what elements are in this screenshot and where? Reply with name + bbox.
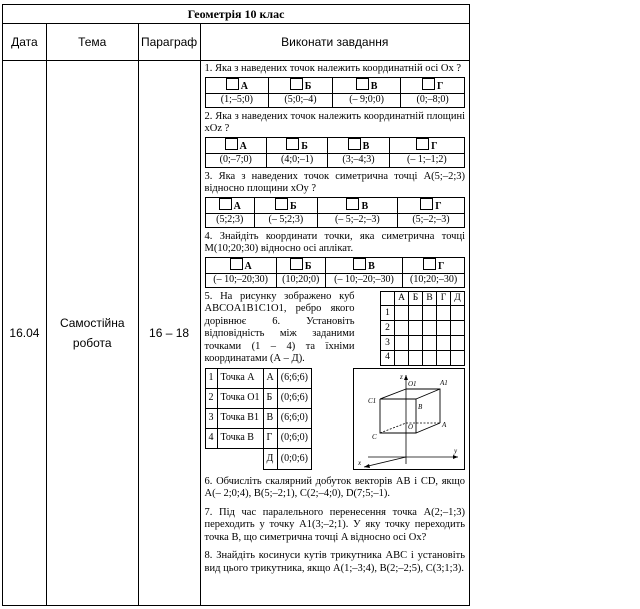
question-1: 1. Яка з наведених точок належить координатній осі Ox ? bbox=[204, 63, 462, 74]
label-c: C bbox=[372, 432, 377, 441]
checkbox[interactable] bbox=[422, 78, 435, 90]
question-4: 4. Знайдіть координати точки, яка симетрична точці M(10;20;30) відносно осі аплікат. bbox=[204, 230, 465, 254]
row-topic bbox=[46, 61, 138, 606]
checkbox[interactable] bbox=[356, 78, 369, 90]
question-8: 8. Знайдіть косинуси кутів трикутника ABC і установіть вид цього трикутника, якщо A(1;–3;4), B(2;–2;5), C(3;1;3). bbox=[204, 550, 465, 574]
option-value: (0;–8;0) bbox=[401, 94, 465, 108]
topic-line-2: робота bbox=[72, 336, 112, 350]
option-value: (– 5;–2;–3) bbox=[317, 214, 397, 228]
option-value: (1;–5;0) bbox=[205, 94, 269, 108]
option-value: (– 10;–20;30) bbox=[205, 274, 276, 288]
cube-figure bbox=[353, 368, 465, 470]
checkbox[interactable] bbox=[290, 78, 303, 90]
question-6: 6. Обчисліть скалярний добуток векторів AB і CD, якщо A(– 2;0;4), B(5;–2;1), C(2;–4;0), D(7;5;–1). bbox=[204, 475, 465, 499]
label-b: B bbox=[418, 402, 423, 411]
question-2: 2. Яка з наведених точок належить координатній площині xOz ? bbox=[204, 110, 465, 134]
checkbox[interactable] bbox=[348, 138, 361, 150]
checkbox[interactable] bbox=[219, 198, 232, 210]
checkbox[interactable] bbox=[423, 258, 436, 270]
label-z: z bbox=[400, 372, 403, 381]
checkbox[interactable] bbox=[275, 198, 288, 210]
checkbox[interactable] bbox=[226, 78, 239, 90]
option-value: (0;–7;0) bbox=[205, 154, 266, 168]
label-a: A bbox=[442, 420, 447, 429]
option-value: (3;–4;3) bbox=[328, 154, 389, 168]
question-4-options: А Б В Г (– 10;–20;30) (10;20;0) (– 10;–20;–30) (10;20;–30) bbox=[205, 257, 465, 288]
header-paragraph: Параграф bbox=[138, 24, 200, 61]
schedule-table bbox=[2, 4, 470, 606]
question-7: 7. Під час паралельного перенесення точка A(2;–1;3) переходить у точку A1(3;–2;1). У яку точку переходить точка B, що симетрична точці A відносно осі Ox? bbox=[204, 506, 465, 543]
option-value: (10;20;0) bbox=[276, 274, 325, 288]
question-1-options: А Б В Г (1;–5;0) (5;0;–4) (– 9;0;0) (0;–8;0) bbox=[205, 77, 465, 108]
option-value: (– 5;2;3) bbox=[255, 214, 318, 228]
topic-line-1: Самостійна bbox=[59, 316, 125, 330]
option-value: (– 1;–1;2) bbox=[389, 154, 464, 168]
header-tasks: Виконати завдання bbox=[200, 24, 469, 61]
match-table: 1 Точка A А (6;6;6) 2 Точка O1 Б (0;6;6) 3 Точка B1 В (6;6;0) 4 Точка B Г (0;6;0) Д (0;0;6) bbox=[205, 368, 312, 470]
label-y: y bbox=[454, 446, 458, 455]
checkbox[interactable] bbox=[225, 138, 238, 150]
option-value: (5;0;–4) bbox=[269, 94, 333, 108]
checkbox[interactable] bbox=[420, 198, 433, 210]
row-paragraph: 16 – 18 bbox=[138, 61, 200, 606]
option-value: (4;0;–1) bbox=[266, 154, 327, 168]
label-c1: C1 bbox=[368, 396, 377, 405]
option-value: (– 10;–20;–30) bbox=[325, 274, 403, 288]
checkbox[interactable] bbox=[290, 258, 303, 270]
checkbox[interactable] bbox=[230, 258, 243, 270]
option-value: (5;–2;–3) bbox=[397, 214, 464, 228]
checkbox[interactable] bbox=[286, 138, 299, 150]
question-5-text: 5. На рисунку зображено куб ABCOA1B1C1O1, ребро якого дорівнює 6. Установіть відповідність між заданими точками (1 – 4) та їхніми координатами (А – Д). bbox=[204, 290, 355, 364]
checkbox[interactable] bbox=[353, 258, 366, 270]
table-title: Геометрія 10 клас bbox=[3, 5, 470, 24]
label-o: O bbox=[408, 422, 414, 431]
label-o1: O1 bbox=[408, 379, 417, 388]
option-value: (– 9;0;0) bbox=[332, 94, 400, 108]
header-date: Дата bbox=[3, 24, 47, 61]
checkbox[interactable] bbox=[416, 138, 429, 150]
question-3-options: А Б В Г (5;2;3) (– 5;2;3) (– 5;–2;–3) (5;–2;–3) bbox=[205, 197, 465, 228]
question-5 bbox=[205, 291, 465, 366]
question-3: 3. Яка з наведених точок симетрична точці A(5;–2;3) відносно площини xOy ? bbox=[204, 170, 465, 194]
label-x: x bbox=[358, 458, 362, 467]
question-2-options: А Б В Г (0;–7;0) (4;0;–1) (3;–4;3) (– 1;–1;2) bbox=[205, 137, 465, 168]
answer-grid: А Б В Г Д 1 2 3 4 bbox=[380, 291, 465, 366]
checkbox[interactable] bbox=[346, 198, 359, 210]
tasks-cell bbox=[200, 61, 469, 606]
header-topic: Тема bbox=[46, 24, 138, 61]
label-a1: A1 bbox=[440, 378, 448, 387]
row-date: 16.04 bbox=[3, 61, 47, 606]
option-value: (5;2;3) bbox=[205, 214, 255, 228]
option-value: (10;20;–30) bbox=[403, 274, 465, 288]
question-5-match bbox=[205, 368, 465, 470]
